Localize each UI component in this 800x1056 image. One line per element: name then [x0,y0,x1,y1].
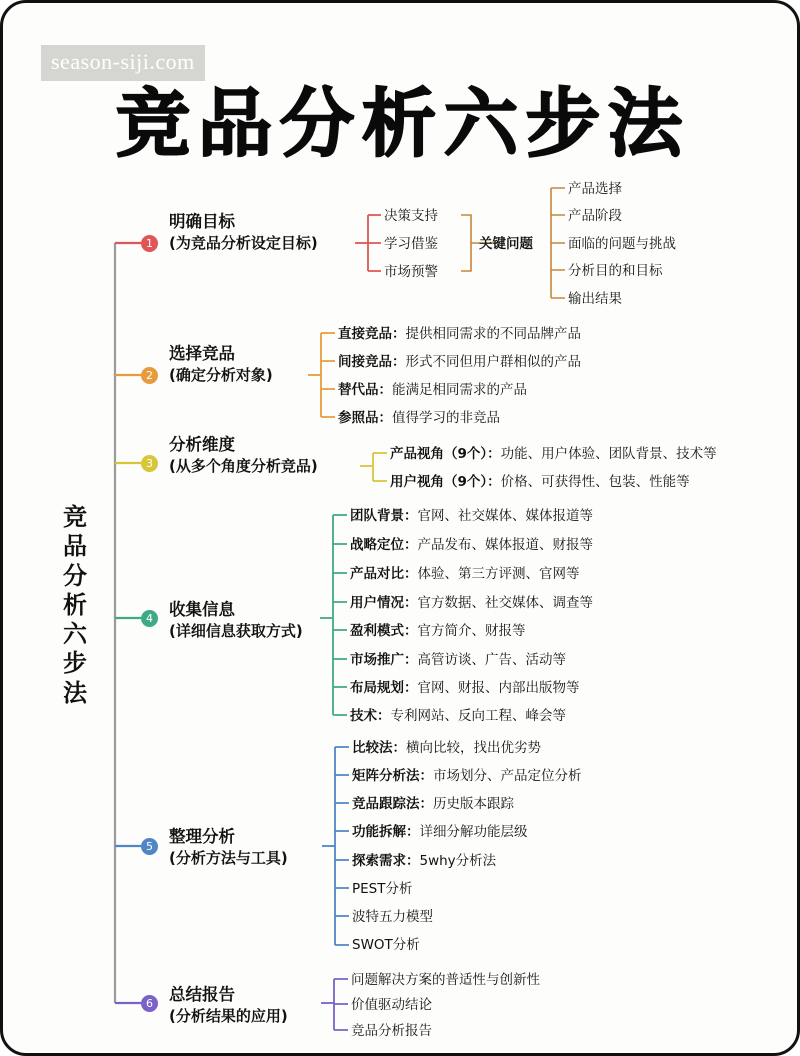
step4-child-2[interactable] [350,566,580,582]
step5-child-6[interactable] [352,909,433,925]
step3-child-0-label: 产品视角（9个）： [390,446,501,462]
step4-child-7-text: 专利网站、反向工程、峰会等 [390,708,566,724]
step1-grandchild-1[interactable]: 产品阶段 [568,208,622,224]
step1-grandchild-2[interactable]: 面临的问题与挑战 [568,236,676,252]
step5-child-4[interactable] [352,853,496,869]
step1-child-1[interactable]: 学习借鉴 [384,236,438,252]
step-title-1[interactable] [169,211,318,254]
step4-child-4[interactable] [350,623,526,639]
step4-child-6[interactable] [350,680,580,696]
page-title: 竞品分析六步法 [116,81,690,167]
step4-child-5-label: 市场推广： [350,652,418,668]
step2-child-0-label: 直接竞品： [338,326,406,342]
step4-child-3[interactable] [350,595,593,611]
step6-child-2-text: 竞品分析报告 [351,1023,432,1039]
step-title-5[interactable] [169,826,288,869]
root-label-char: 品 [63,532,87,561]
step4-child-0-text: 官网、社交媒体、媒体报道等 [417,508,593,524]
step5-child-3[interactable] [352,824,528,840]
step-title-6[interactable] [169,984,288,1027]
step5-child-0-text: 横向比较，找出优劣势 [406,740,541,756]
step-bullet-3[interactable]: 3 [141,455,158,472]
step-title-3-main: 分析维度 [169,435,235,454]
step4-child-4-text: 官方简介、财报等 [417,623,526,639]
step-bullet-6[interactable]: 6 [141,995,158,1012]
root-label-char: 六 [63,620,87,649]
step5-child-2-label: 竞品跟踪法： [352,796,433,812]
step6-child-0[interactable] [351,972,540,988]
step2-child-2-text: 能满足相同需求的产品 [392,382,527,398]
step1-child-2[interactable]: 市场预警 [384,264,438,280]
step1-child-0[interactable]: 决策支持 [384,208,438,224]
step3-child-1-label: 用户视角（9个）： [390,474,501,490]
root-label-char: 分 [63,561,87,590]
step5-child-1[interactable] [352,768,582,784]
step4-child-0-label: 团队背景： [350,508,418,524]
step1-grandchild-4[interactable]: 输出结果 [568,291,622,307]
step2-child-2[interactable] [338,382,527,398]
step4-child-1[interactable] [350,537,593,553]
step-title-3-sub: (从多个角度分析竞品) [169,457,318,476]
step4-child-0[interactable] [350,508,593,524]
step4-child-3-text: 官方数据、社交媒体、调查等 [417,595,593,611]
step5-child-7[interactable] [352,937,420,953]
step-title-2-main: 选择竞品 [169,344,235,363]
step5-child-4-label: 探索需求： [352,853,420,869]
step6-child-0-text: 问题解决方案的普适性与创新性 [351,972,540,988]
step5-child-2-text: 历史版本跟踪 [433,796,514,812]
step-title-5-main: 整理分析 [169,827,235,846]
step2-child-1-text: 形式不同但用户群相似的产品 [405,354,581,370]
step4-child-6-label: 布局规划： [350,680,418,696]
step-title-2-sub: (确定分析对象) [169,366,273,385]
step-title-4[interactable] [169,599,303,642]
step2-child-1[interactable] [338,354,581,370]
step6-child-1-text: 价值驱动结论 [351,997,432,1013]
root-label-char: 步 [63,649,87,678]
step5-child-6-text: 波特五力模型 [352,909,433,925]
step2-child-0-text: 提供相同需求的不同品牌产品 [405,326,581,342]
step5-child-1-label: 矩阵分析法： [352,768,433,784]
step5-child-7-text: SWOT分析 [352,937,420,953]
step5-child-0-label: 比较法： [352,740,406,756]
step4-child-2-label: 产品对比： [350,566,418,582]
step-title-1-main: 明确目标 [169,212,235,231]
root-label-char: 法 [63,678,87,707]
step2-child-0[interactable] [338,326,581,342]
step5-child-3-label: 功能拆解： [352,824,420,840]
step2-child-1-label: 间接竞品： [338,354,406,370]
step4-child-1-label: 战略定位： [350,537,418,553]
step-title-4-sub: (详细信息获取方式) [169,622,303,641]
step4-child-4-label: 盈利模式： [350,623,418,639]
step5-child-5[interactable] [352,881,413,897]
step4-child-3-label: 用户情况： [350,595,418,611]
step3-child-0[interactable] [390,446,717,462]
step-title-4-main: 收集信息 [169,600,235,619]
step-title-1-sub: (为竞品分析设定目标) [169,234,318,253]
step2-child-2-label: 替代品： [338,382,392,398]
step4-child-7[interactable] [350,708,566,724]
step3-child-1-text: 价格、可获得性、包装、性能等 [500,474,690,490]
step-title-6-sub: (分析结果的应用) [169,1007,288,1026]
step4-child-2-text: 体验、第三方评测、官网等 [417,566,580,582]
step-title-5-sub: (分析方法与工具) [169,849,288,868]
root-label-char: 竞 [63,503,87,531]
step1-grandchild-3[interactable]: 分析目的和目标 [568,263,663,279]
step-bullet-2[interactable]: 2 [141,367,158,384]
step-title-6-main: 总结报告 [169,985,235,1004]
step1-grandchild-0[interactable]: 产品选择 [568,181,622,197]
step-title-2[interactable] [169,343,273,386]
watermark: season-siji.com [41,45,205,81]
step5-child-3-text: 详细分解功能层级 [419,824,528,840]
step4-child-1-text: 产品发布、媒体报道、财报等 [417,537,593,553]
step3-child-1[interactable] [390,474,690,490]
step1-group-label[interactable]: 关键问题 [479,236,533,252]
step5-child-0[interactable] [352,740,541,756]
step5-child-2[interactable] [352,796,514,812]
step6-child-1[interactable] [351,997,432,1013]
step-bullet-1[interactable]: 1 [141,235,158,252]
step5-child-1-text: 市场划分、产品定位分析 [433,768,582,784]
step4-child-5-text: 高管访谈、广告、活动等 [417,652,566,668]
step2-child-3[interactable] [338,410,500,426]
step4-child-7-label: 技术： [350,708,391,724]
root-label-char: 析 [63,590,87,619]
step-bullet-5[interactable]: 5 [141,838,158,855]
step5-child-4-text: 5why分析法 [419,853,497,869]
step-bullet-4[interactable]: 4 [141,610,158,627]
step2-child-3-label: 参照品： [338,410,392,426]
step-title-3[interactable] [169,434,318,477]
step2-child-3-text: 值得学习的非竞品 [392,410,500,426]
step3-child-0-text: 功能、用户体验、团队背景、技术等 [500,446,717,462]
step6-child-2[interactable] [351,1023,432,1039]
step4-child-6-text: 官网、财报、内部出版物等 [417,680,580,696]
step5-child-5-text: PEST分析 [352,881,413,897]
step4-child-5[interactable] [350,652,566,668]
